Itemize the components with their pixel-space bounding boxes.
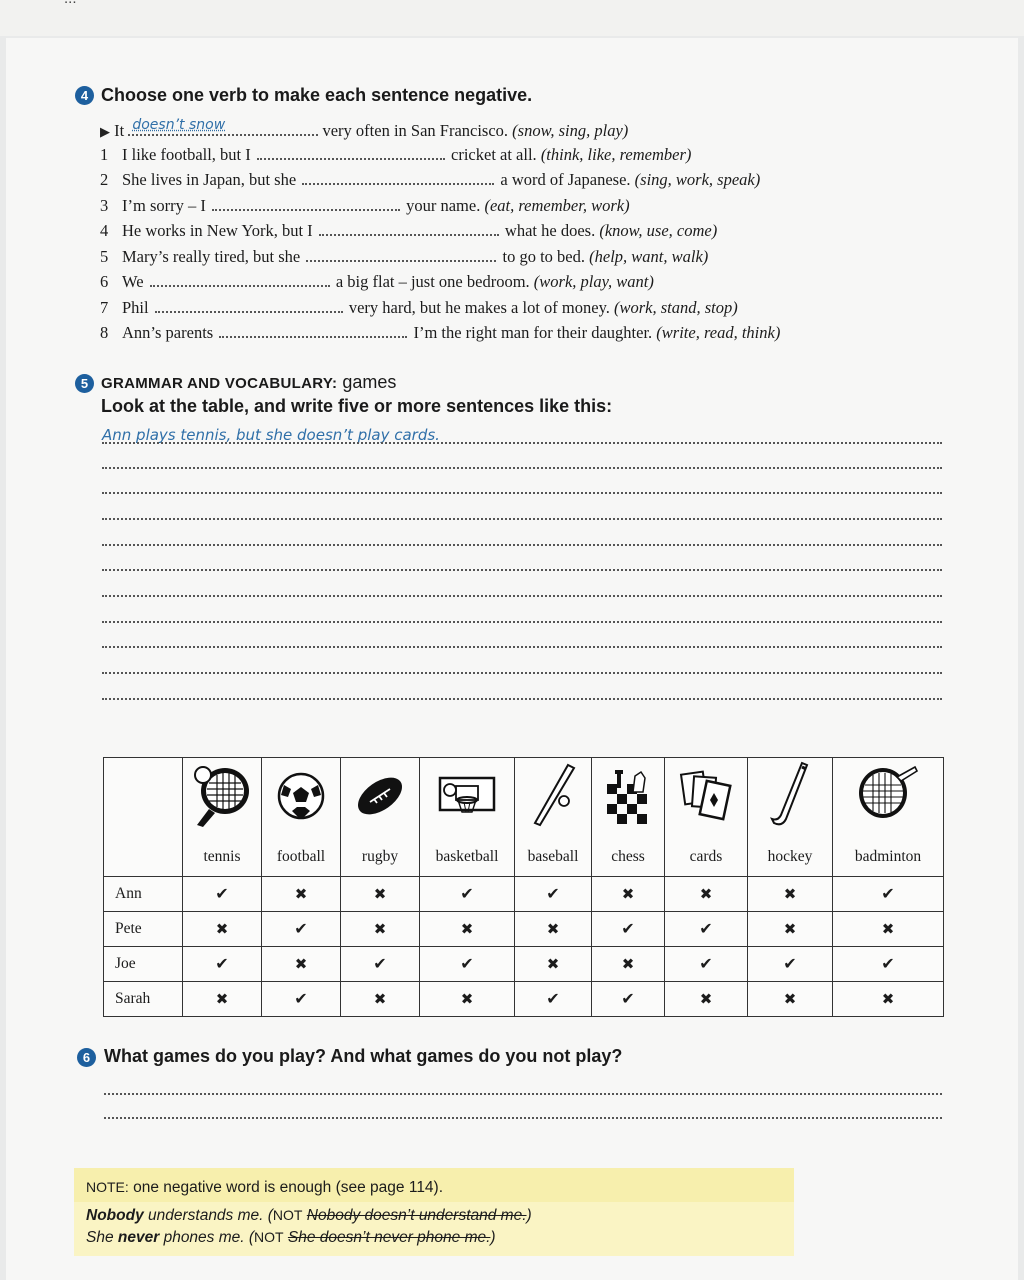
- answer-blank[interactable]: [150, 273, 330, 287]
- icon-row: [104, 758, 944, 839]
- cross-icon: ✖: [373, 989, 387, 1008]
- hockey-stick-icon: [766, 761, 814, 831]
- writing-line-5[interactable]: [102, 544, 942, 546]
- exercise-4-item: [100, 170, 760, 190]
- tick-icon: ✔: [783, 954, 797, 973]
- writing-line-2[interactable]: [102, 467, 942, 469]
- writing-line-4[interactable]: [102, 518, 942, 520]
- exercise-4-item: [100, 247, 708, 267]
- ex6-writing-line-2[interactable]: [104, 1117, 942, 1119]
- chess-icon: [603, 766, 653, 826]
- cross-icon: ✖: [783, 919, 797, 938]
- tick-icon: ✔: [460, 954, 474, 973]
- answer-blank[interactable]: [219, 324, 407, 338]
- cross-icon: ✖: [546, 954, 560, 973]
- exercise-5-title: [101, 372, 396, 393]
- mark-cell: [833, 947, 944, 982]
- mark-cell: [183, 947, 262, 982]
- item-after: very hard, but he makes a lot of money.: [348, 298, 610, 317]
- tick-icon: ✔: [215, 884, 229, 903]
- tick-icon: ✔: [699, 919, 713, 938]
- tick-icon: ✔: [621, 989, 635, 1008]
- mark-cell: [515, 877, 592, 912]
- corner-cell: [104, 758, 183, 877]
- note-ex2-not: NOT: [254, 1229, 284, 1245]
- cross-icon: ✖: [294, 954, 308, 973]
- item-options: (think, like, remember): [540, 145, 692, 164]
- person-row: [104, 947, 944, 982]
- mark-cell: [833, 982, 944, 1017]
- note-ex1-end: ): [526, 1207, 532, 1224]
- football-icon-cell: [262, 758, 341, 839]
- note-text: one negative word is enough (see page 114).: [133, 1179, 444, 1196]
- item-before: I’m sorry – I: [122, 196, 206, 215]
- cross-icon: ✖: [546, 919, 560, 938]
- item-options: (work, play, want): [533, 272, 654, 291]
- example-arrow-icon: ▶: [100, 125, 110, 140]
- hockey-icon-cell: [748, 758, 833, 839]
- note-ex2-struck: She doesn’t never phone me.: [287, 1229, 491, 1246]
- mark-cell: [748, 982, 833, 1017]
- mark-cell: [183, 877, 262, 912]
- mark-cell: [592, 912, 665, 947]
- item-after: what he does.: [504, 221, 596, 240]
- tennis-icon-cell: [183, 758, 262, 839]
- exercise-4-title: Choose one verb to make each sentence negative.: [101, 85, 533, 105]
- writing-line-1[interactable]: [102, 442, 942, 444]
- item-number: 8: [100, 323, 109, 342]
- writing-line-3[interactable]: [102, 492, 942, 494]
- rugby-icon-cell: [341, 758, 420, 839]
- exercise-5-example-answer: Ann plays tennis, but she doesn’t play cards.: [102, 426, 440, 444]
- item-before: He works in New York, but I: [122, 221, 313, 240]
- exercise-5-badge: 5: [75, 374, 94, 393]
- item-number: 6: [100, 272, 109, 291]
- mark-cell: [420, 912, 515, 947]
- writing-line-8[interactable]: [102, 621, 942, 623]
- tick-icon: ✔: [294, 919, 308, 938]
- cut-off-text: [64, 0, 77, 7]
- football-icon: [276, 771, 326, 821]
- exercise-4-item: [100, 145, 691, 165]
- game-label: tennis: [183, 838, 262, 877]
- games-table: [103, 757, 944, 1017]
- baseball-icon-cell: [515, 758, 592, 839]
- item-number: 4: [100, 221, 109, 240]
- person-name: Pete: [104, 912, 183, 947]
- item-after: a big flat – just one bedroom.: [335, 272, 530, 291]
- tick-icon: ✔: [546, 884, 560, 903]
- game-label: basketball: [420, 838, 515, 877]
- mark-cell: [515, 912, 592, 947]
- person-name: Ann: [104, 877, 183, 912]
- example-options: (snow, sing, play): [512, 121, 629, 140]
- mark-cell: [665, 982, 748, 1017]
- exercise-4-item: [100, 221, 717, 241]
- badminton-racket-icon: [855, 763, 921, 829]
- exercise-5-title-rest: games: [342, 372, 397, 392]
- game-label: cards: [665, 838, 748, 877]
- mark-cell: [665, 877, 748, 912]
- mark-cell: [592, 982, 665, 1017]
- cross-icon: ✖: [621, 884, 635, 903]
- item-number: 3: [100, 196, 109, 215]
- game-label: chess: [592, 838, 665, 877]
- mark-cell: [420, 982, 515, 1017]
- cross-icon: ✖: [881, 989, 895, 1008]
- tick-icon: ✔: [460, 884, 474, 903]
- writing-line-9[interactable]: [102, 646, 942, 648]
- example-answer: doesn’t snow: [132, 117, 226, 133]
- answer-blank[interactable]: [212, 197, 400, 211]
- cross-icon: ✖: [215, 989, 229, 1008]
- mark-cell: [341, 877, 420, 912]
- mark-cell: [515, 947, 592, 982]
- game-label: rugby: [341, 838, 420, 877]
- person-name: Sarah: [104, 982, 183, 1017]
- item-number: 7: [100, 298, 109, 317]
- mark-cell: [748, 877, 833, 912]
- mark-cell: [833, 912, 944, 947]
- mark-cell: [515, 982, 592, 1017]
- basketball-hoop-icon: [436, 774, 498, 818]
- answer-blank[interactable]: [319, 222, 499, 236]
- cross-icon: ✖: [215, 919, 229, 938]
- mark-cell: [262, 912, 341, 947]
- mark-cell: [262, 877, 341, 912]
- cross-icon: ✖: [783, 989, 797, 1008]
- item-before: I like football, but I: [122, 145, 251, 164]
- item-options: (know, use, come): [599, 221, 718, 240]
- exercise-6-title: What games do you play? And what games do you not play?: [104, 1046, 623, 1066]
- cards-icon-cell: [665, 758, 748, 839]
- example-blank: [128, 118, 318, 136]
- cross-icon: ✖: [460, 989, 474, 1008]
- baseball-bat-icon: [528, 761, 578, 831]
- writing-line-6[interactable]: [102, 569, 942, 571]
- note-ex2-text-a: She: [86, 1229, 118, 1246]
- mark-cell: [420, 947, 515, 982]
- item-after: to go to bed.: [502, 247, 585, 266]
- cross-icon: ✖: [373, 919, 387, 938]
- game-labels-row: [104, 838, 944, 877]
- mark-cell: [665, 947, 748, 982]
- mark-cell: [262, 947, 341, 982]
- writing-line-11[interactable]: [102, 698, 942, 700]
- mark-cell: [665, 912, 748, 947]
- tick-icon: ✔: [215, 954, 229, 973]
- note-ex2-bold: never: [117, 1229, 160, 1246]
- item-options: (write, read, think): [656, 323, 781, 342]
- exercise-4-badge: 4: [75, 86, 94, 105]
- note-ex1-bold: Nobody: [86, 1207, 144, 1224]
- previous-page-strip: [0, 0, 1024, 36]
- item-options: (work, stand, stop): [614, 298, 738, 317]
- note-ex1-text: understands me. (: [143, 1207, 273, 1224]
- note-ex1-struck: Nobody doesn’t understand me.: [306, 1207, 527, 1224]
- example-after: very often in San Francisco.: [322, 121, 509, 140]
- mark-cell: [748, 912, 833, 947]
- example-before: It: [114, 121, 125, 140]
- chess-icon-cell: [592, 758, 665, 839]
- note-box: [74, 1168, 794, 1256]
- item-before: We: [122, 272, 144, 291]
- exercise-5-instruction: Look at the table, and write five or more sentences like this:: [101, 396, 613, 416]
- game-label: hockey: [748, 838, 833, 877]
- note-ex2-text-b: phones me. (: [159, 1229, 255, 1246]
- tick-icon: ✔: [373, 954, 387, 973]
- note-ex2-end: ): [490, 1229, 496, 1246]
- answer-blank[interactable]: [302, 171, 494, 185]
- cross-icon: ✖: [621, 954, 635, 973]
- item-after: cricket at all.: [451, 145, 537, 164]
- writing-line-10[interactable]: [102, 672, 942, 674]
- mark-cell: [183, 982, 262, 1017]
- mark-cell: [262, 982, 341, 1017]
- cross-icon: ✖: [699, 884, 713, 903]
- item-options: (sing, work, speak): [634, 170, 761, 189]
- exercise-6-badge: 6: [77, 1048, 96, 1067]
- item-before: Ann’s parents: [122, 323, 214, 342]
- tick-icon: ✔: [546, 989, 560, 1008]
- exercise-4-example: [100, 118, 628, 143]
- tick-icon: ✔: [881, 884, 895, 903]
- tennis-racket-icon: [191, 763, 253, 829]
- item-number: 5: [100, 247, 109, 266]
- mark-cell: [183, 912, 262, 947]
- item-after: I’m the right man for their daughter.: [413, 323, 653, 342]
- note-example-2: [86, 1229, 496, 1247]
- item-before: Phil: [122, 298, 149, 317]
- exercise-4-item: [100, 196, 630, 216]
- answer-blank[interactable]: [155, 299, 343, 313]
- cross-icon: ✖: [881, 919, 895, 938]
- game-label: badminton: [833, 838, 944, 877]
- item-before: Mary’s really tired, but she: [122, 247, 301, 266]
- mark-cell: [833, 877, 944, 912]
- game-label: baseball: [515, 838, 592, 877]
- cross-icon: ✖: [699, 989, 713, 1008]
- writing-line-7[interactable]: [102, 595, 942, 597]
- mark-cell: [341, 912, 420, 947]
- exercise-5-title-caps: GRAMMAR AND VOCABULARY:: [101, 375, 338, 392]
- mark-cell: [748, 947, 833, 982]
- cross-icon: ✖: [460, 919, 474, 938]
- basketball-icon-cell: [420, 758, 515, 839]
- person-row: [104, 982, 944, 1017]
- item-number: 1: [100, 145, 109, 164]
- item-options: (help, want, walk): [589, 247, 709, 266]
- item-before: She lives in Japan, but she: [122, 170, 297, 189]
- exercise-4-item: [100, 272, 654, 292]
- mark-cell: [592, 947, 665, 982]
- mark-cell: [592, 877, 665, 912]
- answer-blank[interactable]: [306, 248, 496, 262]
- note-heading: [86, 1179, 443, 1197]
- note-example-1: [86, 1207, 532, 1225]
- tick-icon: ✔: [294, 989, 308, 1008]
- item-options: (eat, remember, work): [484, 196, 630, 215]
- mark-cell: [341, 947, 420, 982]
- item-after: a word of Japanese.: [500, 170, 631, 189]
- item-number: 2: [100, 170, 109, 189]
- person-row: [104, 912, 944, 947]
- tick-icon: ✔: [699, 954, 713, 973]
- person-row: [104, 877, 944, 912]
- mark-cell: [420, 877, 515, 912]
- person-name: Joe: [104, 947, 183, 982]
- tick-icon: ✔: [881, 954, 895, 973]
- tick-icon: ✔: [621, 919, 635, 938]
- ex6-writing-line-1[interactable]: [104, 1093, 942, 1095]
- game-label: football: [262, 838, 341, 877]
- note-label: NOTE:: [86, 1179, 129, 1195]
- cross-icon: ✖: [373, 884, 387, 903]
- mark-cell: [341, 982, 420, 1017]
- badminton-icon-cell: [833, 758, 944, 839]
- cross-icon: ✖: [294, 884, 308, 903]
- answer-blank[interactable]: [257, 146, 445, 160]
- note-ex1-not: NOT: [272, 1207, 303, 1223]
- exercise-4-item: [100, 323, 780, 343]
- cross-icon: ✖: [783, 884, 797, 903]
- rugby-ball-icon: [352, 772, 408, 820]
- item-after: your name.: [406, 196, 481, 215]
- exercise-4-item: [100, 298, 738, 318]
- playing-cards-icon: [679, 769, 733, 823]
